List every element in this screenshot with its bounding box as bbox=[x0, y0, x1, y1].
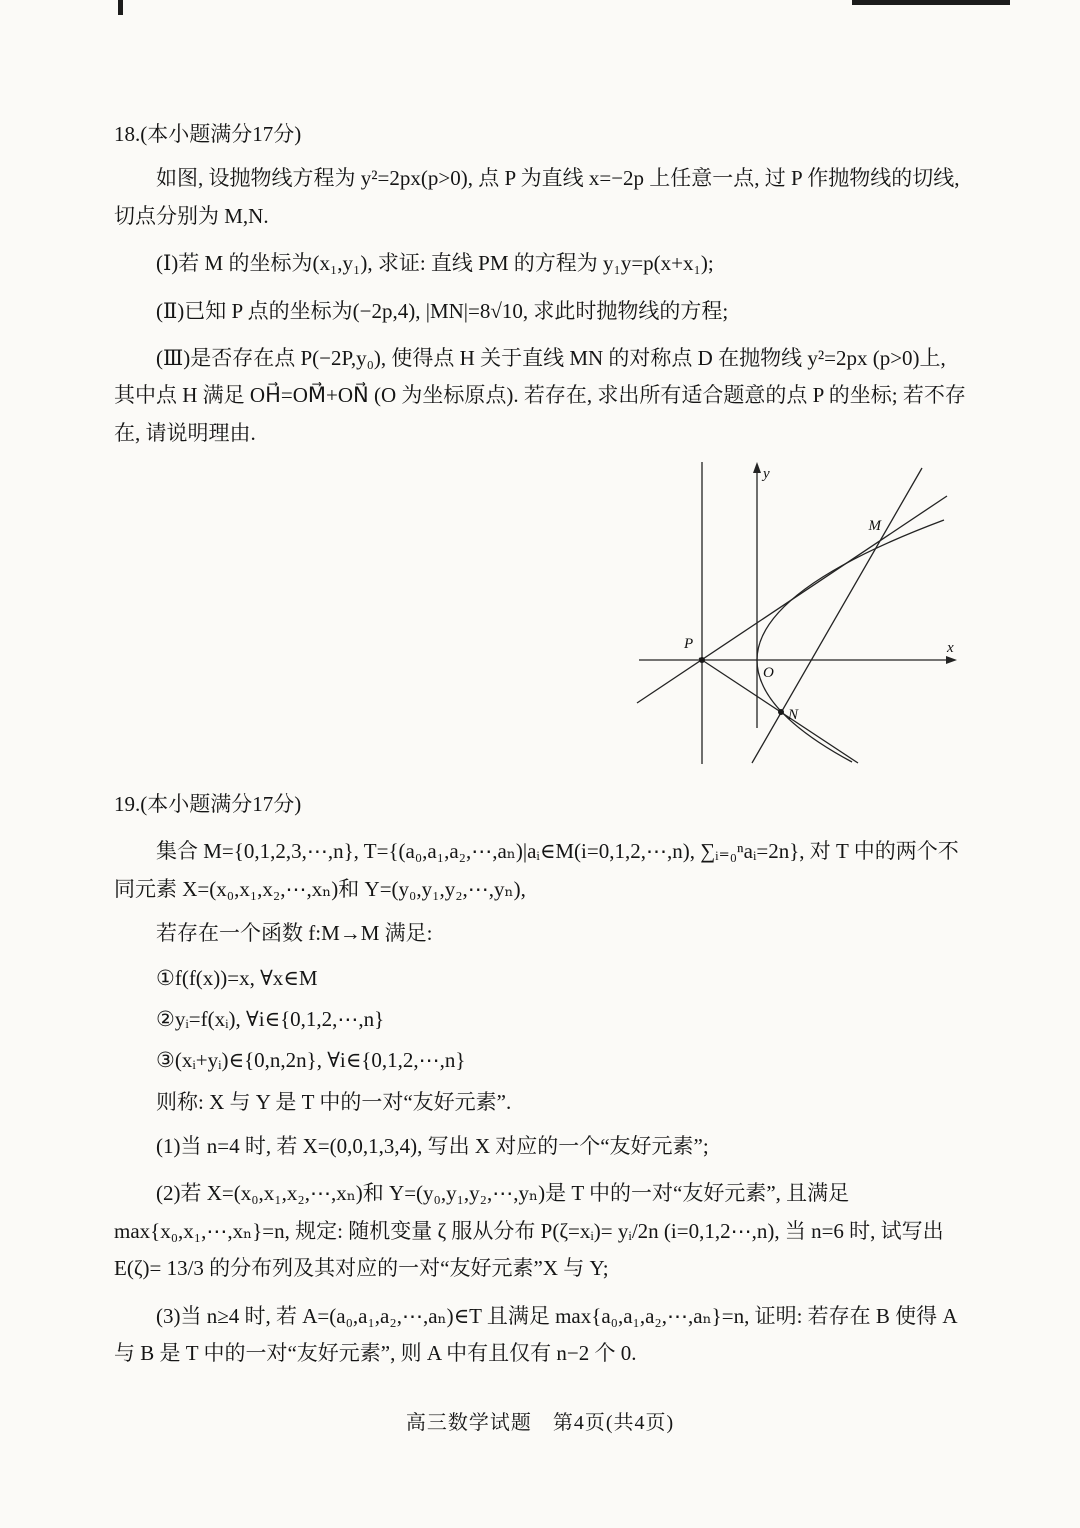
problem-19-conclusion: 则称: X 与 Y 是 T 中的一对“友好元素”. bbox=[156, 1089, 512, 1114]
problem-18-part1: (Ⅰ)若 M 的坐标为(x₁,y₁), 求证: 直线 PM 的方程为 y₁y=p(x+x₁); bbox=[156, 251, 714, 276]
problem-18 bbox=[114, 116, 968, 772]
problem-18-heading: 18.(本小题满分17分) bbox=[114, 122, 302, 146]
problem-19-heading: 19.(本小题满分17分) bbox=[114, 792, 302, 816]
problem-19-condition3: ③(xᵢ+yᵢ)∈{0,n,2n}, ∀i∈{0,1,2,⋯,n} bbox=[156, 1048, 466, 1073]
label-x-axis: x bbox=[947, 640, 954, 656]
parabola-figure-svg bbox=[628, 460, 960, 772]
label-point-O: O bbox=[763, 665, 774, 681]
problem-18-part2: (Ⅱ)已知 P 点的坐标为(−2p,4), |MN|=8√10, 求此时抛物线的方程; bbox=[156, 298, 729, 323]
page-footer bbox=[0, 1406, 1080, 1442]
problem-19-intro1: 集合 M={0,1,2,3,⋯,n}, T={(a₀,a₁,a₂,⋯,aₙ)|aᵢ∈M(i=0,1,2,⋯,n), ∑ᵢ₌₀ⁿaᵢ=2n}, 对 T 中的两个不同元素 X=(x₀,x₁,x₂,⋯,xₙ)和 Y=(y₀,y₁,y₂,⋯,yₙ), bbox=[114, 839, 959, 901]
problem-19-q3: (3)当 n≥4 时, 若 A=(a₀,a₁,a₂,⋯,aₙ)∈T 且满足 max{a₀,a₁,a₂,⋯,aₙ}=n, 证明: 若存在 B 使得 A 与 B 是 T 中的一对“友好元素”, 则 A 中有且仅有 n−2 个 0. bbox=[114, 1303, 957, 1365]
problem-19-condition2: ②yᵢ=f(xᵢ), ∀i∈{0,1,2,⋯,n} bbox=[156, 1006, 385, 1031]
chord-line-MN bbox=[752, 468, 922, 763]
footer-text: 高三数学试题 第4页(共4页) bbox=[405, 1412, 675, 1435]
problem-18-intro: 如图, 设抛物线方程为 y²=2px(p>0), 点 P 为直线 x=−2p 上任意一点, 过 P 作抛物线的切线, 切点分别为 M,N. bbox=[114, 166, 960, 228]
problem-19-condition1: ①f(f(x))=x, ∀x∈M bbox=[156, 965, 318, 990]
y-axis-arrow-icon bbox=[753, 462, 761, 473]
label-point-N: N bbox=[788, 707, 799, 723]
problem-19-intro2: 若存在一个函数 f:M→M 满足: bbox=[156, 921, 433, 946]
problem-19-q2: (2)若 X=(x₀,x₁,x₂,⋯,xₙ)和 Y=(y₀,y₁,y₂,⋯,yₙ)是 T 中的一对“友好元素”, 且满足 max{x₀,x₁,⋯,xₙ}=n, 规定: 随机变量 ζ 服从分布 P(ζ=xᵢ)= yᵢ/2n (i=0,1,2⋯,n), 当 n=6 时, 试写出 E(ζ)= 13/3 的分布列及其对应的一对“友好元素”X 与 Y; bbox=[114, 1181, 944, 1281]
label-point-M: M bbox=[868, 518, 881, 534]
label-point-P: P bbox=[684, 636, 694, 652]
point-P-dot bbox=[699, 657, 705, 663]
problem-18-part3: (Ⅲ)是否存在点 P(−2P,y₀), 使得点 H 关于直线 MN 的对称点 D 在抛物线 y²=2px (p>0)上, 其中点 H 满足 OH⃗=OM⃗+ON⃗ (O 为坐标原点). 若存在, 求出所有适合题意的点 P 的坐标; 若不存在, 请说明理由. bbox=[114, 345, 966, 445]
scan-artifact-top-right bbox=[852, 0, 1010, 5]
parabola-figure bbox=[628, 460, 960, 772]
scan-artifact-top-left bbox=[118, 0, 123, 15]
tangent-line-PM bbox=[637, 496, 947, 703]
x-axis-arrow-icon bbox=[946, 656, 957, 664]
parabola-curve bbox=[757, 520, 944, 762]
problem-19-q1: (1)当 n=4 时, 若 X=(0,0,1,3,4), 写出 X 对应的一个“友好元素”; bbox=[156, 1134, 709, 1158]
label-y-axis: y bbox=[763, 466, 770, 482]
point-N-dot bbox=[778, 709, 784, 715]
problem-19 bbox=[114, 786, 968, 1372]
